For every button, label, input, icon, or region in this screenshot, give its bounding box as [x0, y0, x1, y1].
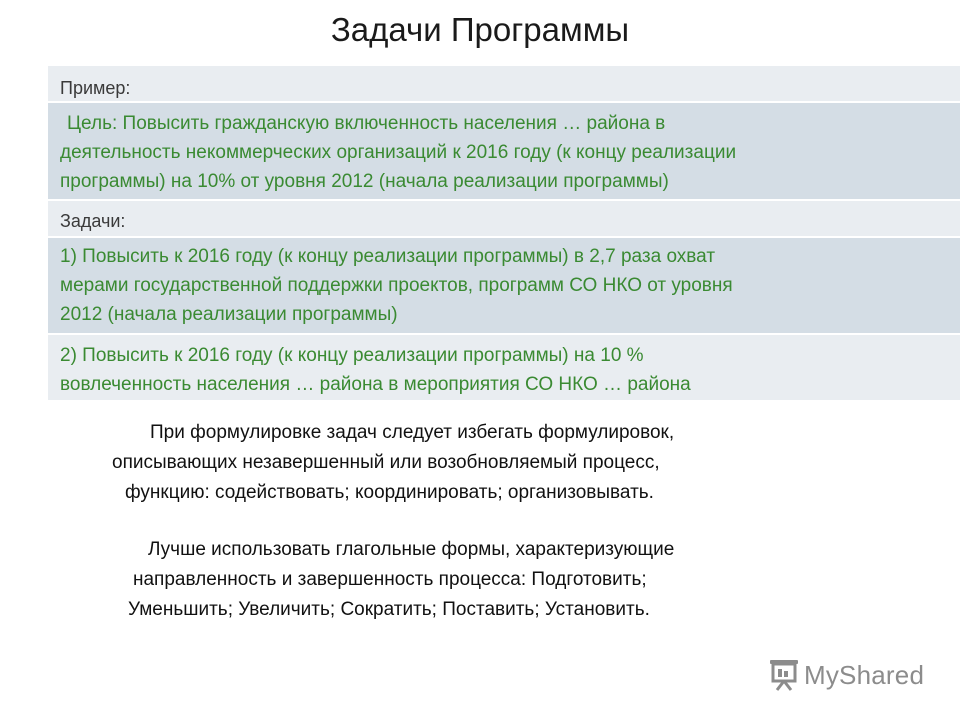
recommend-note-line: Уменьшить; Увеличить; Сократить; Поставить; Установить. [128, 599, 650, 620]
goal-row [48, 103, 960, 201]
watermark-text: MyShared [804, 659, 925, 690]
presentation-icon [768, 658, 800, 692]
avoid-note-line: функцию: содействовать; координировать; организовывать. [125, 482, 654, 503]
avoid-note-line: При формулировке задач следует избегать формулировок, [150, 422, 675, 443]
task-1-row [48, 238, 960, 335]
goal-line: Цель: Повысить гражданскую включенность населения … района в [67, 113, 666, 134]
recommend-note-line: направленность и завершенность процесса: Подготовить; [133, 569, 647, 590]
tasks-label-row [48, 201, 960, 238]
task-1-line: 1) Повысить к 2016 году (к концу реализации программы) в 2,7 раза охват [60, 246, 716, 267]
goal-line: деятельность некоммерческих организаций к 2016 году (к концу реализации [60, 142, 737, 163]
recommend-note-line: Лучше использовать глагольные формы, характеризующие [148, 539, 675, 560]
example-table [48, 66, 960, 402]
task-2-row [48, 335, 960, 402]
task-2-line: вовлеченность населения … района в мероприятия СО НКО … района [60, 374, 691, 395]
recommend-note [0, 535, 960, 625]
avoid-note [0, 418, 960, 508]
task-2-line: 2) Повысить к 2016 году (к концу реализации программы) на 10 % [60, 345, 644, 366]
avoid-note-line: описывающих незавершенный или возобновляемый процесс, [112, 452, 660, 473]
watermark-logo [768, 657, 924, 693]
task-1-line: мерами государственной поддержки проектов, программ СО НКО от уровня [60, 275, 733, 296]
example-label: Пример: [60, 78, 131, 98]
task-1-line: 2012 (начала реализации программы) [60, 304, 398, 325]
tasks-label: Задачи: [60, 211, 126, 231]
example-label-row [48, 66, 960, 103]
goal-line: программы) на 10% от уровня 2012 (начала реализации программы) [60, 171, 669, 192]
slide-title: Задачи Программы [330, 11, 630, 48]
